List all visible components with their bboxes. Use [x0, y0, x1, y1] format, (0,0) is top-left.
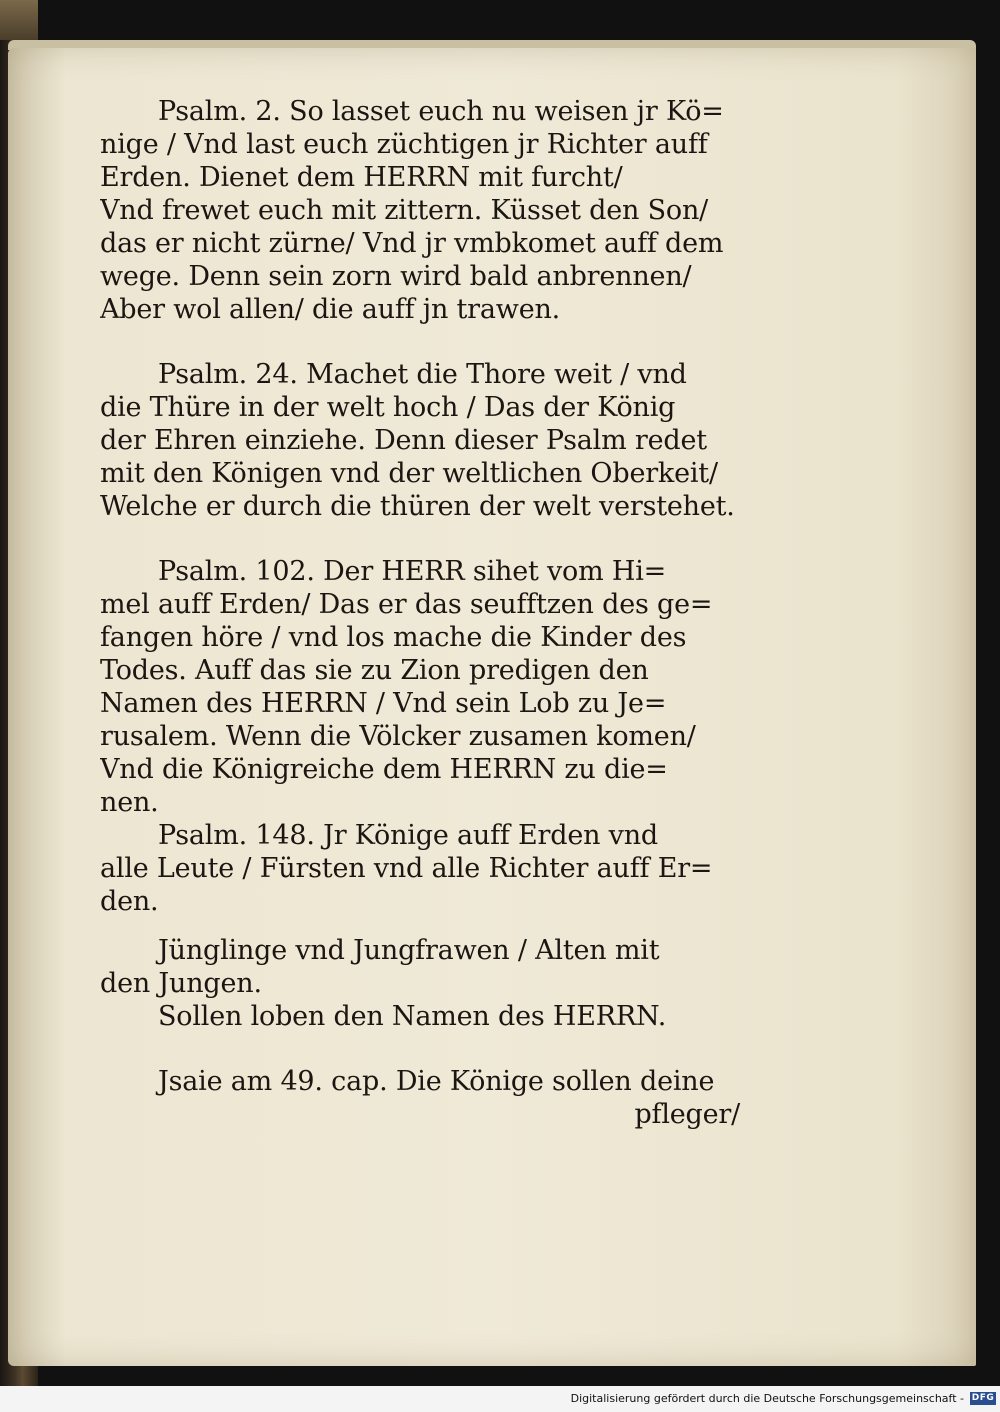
text-line: Psalm. 2. So lasset euch nu weisen jr Kö=: [158, 96, 724, 127]
text-line: alle Leute / Fürsten vnd alle Richter auff Er=: [100, 853, 713, 884]
catchword: pfleger/: [634, 1099, 740, 1130]
text-line: Todes. Auff das sie zu Zion predigen den: [100, 655, 649, 686]
text-line: Vnd frewet euch mit zittern. Küsset den Son/: [100, 195, 709, 226]
paragraph-juenglinge: [100, 934, 740, 1033]
dfg-logo-icon[interactable]: DFG: [971, 1393, 995, 1403]
text-line: Erden. Dienet dem HERRN mit furcht/: [100, 162, 623, 193]
text-line: Namen des HERRN / Vnd sein Lob zu Je=: [100, 688, 667, 719]
text-line: die Thüre in der welt hoch / Das der König: [100, 392, 676, 423]
digitization-footer: [0, 1386, 1000, 1412]
text-line: Sollen loben den Namen des HERRN.: [158, 1001, 667, 1032]
text-line: das er nicht zürne/ Vnd jr vmbkomet auff dem: [100, 228, 724, 259]
text-line: nige / Vnd last euch züchtigen jr Richter auff: [100, 129, 708, 160]
text-line: fangen höre / vnd los mache die Kinder des: [100, 622, 687, 653]
text-line: Aber wol allen/ die auff jn trawen.: [100, 294, 561, 325]
text-line: Psalm. 102. Der HERR sihet vom Hi=: [158, 556, 667, 587]
paragraph-psalm-148: [100, 819, 740, 918]
text-line: wege. Denn sein zorn wird bald anbrennen/: [100, 261, 692, 292]
paragraph-psalm-102: [100, 555, 740, 819]
funding-credit: Digitalisierung gefördert durch die Deutsche Forschungsgemeinschaft -: [570, 1392, 964, 1405]
text-line: der Ehren einziehe. Denn dieser Psalm redet: [100, 425, 707, 456]
text-line: Psalm. 24. Machet die Thore weit / vnd: [158, 359, 687, 390]
text-line: rusalem. Wenn die Völcker zusamen komen/: [100, 721, 696, 752]
text-line: mel auff Erden/ Das er das seufftzen des ge=: [100, 589, 713, 620]
text-line: mit den Königen vnd der weltlichen Oberkeit/: [100, 458, 718, 489]
paragraph-psalm-24: [100, 358, 740, 523]
paragraph-psalm-2: [100, 95, 740, 326]
text-line: Jsaie am 49. cap. Die Könige sollen deine: [158, 1066, 715, 1097]
text-line: Jünglinge vnd Jungfrawen / Alten mit: [158, 935, 660, 966]
text-line: Psalm. 148. Jr Könige auff Erden vnd: [158, 820, 659, 851]
page-text: [100, 95, 740, 1131]
book-spine-cap: [0, 0, 38, 40]
text-line: nen.: [100, 787, 159, 818]
text-line: den Jungen.: [100, 968, 262, 999]
text-line: den.: [100, 886, 159, 917]
paragraph-isaiah-49: [100, 1065, 740, 1131]
text-line: Welche er durch die thüren der welt verstehet.: [100, 491, 735, 522]
text-line: Vnd die Königreiche dem HERRN zu die=: [100, 754, 668, 785]
